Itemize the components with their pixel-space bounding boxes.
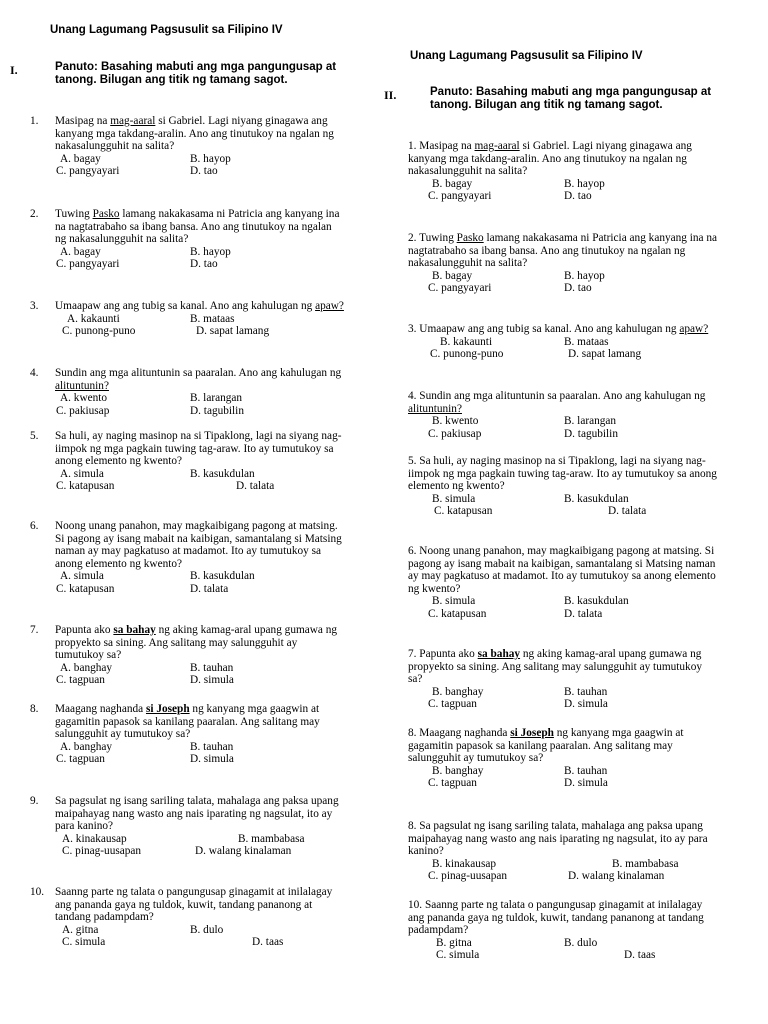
- answer-option[interactable]: A. simula: [60, 570, 104, 582]
- question-text: [408, 820, 718, 858]
- answer-option[interactable]: D. sapat lamang: [568, 348, 642, 360]
- answer-option[interactable]: A. simula: [60, 467, 104, 480]
- question-item: [408, 899, 718, 963]
- question-text: [55, 367, 345, 392]
- answer-option[interactable]: D. taas: [252, 936, 284, 948]
- answer-option[interactable]: D. talata: [608, 505, 647, 517]
- answer-option[interactable]: B. banghay: [432, 685, 484, 698]
- answer-options: [408, 178, 718, 204]
- answer-option[interactable]: A. kakaunti: [67, 312, 120, 325]
- answer-option[interactable]: C. katapusan: [428, 607, 487, 620]
- question-number: 1.: [408, 140, 420, 152]
- underlined-word: alituntunin?: [55, 379, 109, 392]
- answer-options: [55, 924, 345, 950]
- question-text: [408, 390, 718, 415]
- question-text-part: ng kanyang mga gaagwin at gagamitin papasok sa kanilang paaralan. Ang salitang may salungguhit ay tumutukoy sa?: [55, 703, 320, 740]
- question-text: [408, 140, 718, 178]
- section-instruction: Panuto: Basahing mabuti ang mga pangungusap at tanong. Bilugan ang titik ng tamang sagot.: [430, 86, 712, 111]
- answer-option[interactable]: B. hayop: [190, 245, 231, 258]
- answer-option[interactable]: D. simula: [190, 674, 234, 686]
- answer-option[interactable]: B. dulo: [190, 923, 224, 936]
- question-number: 1.: [30, 115, 39, 127]
- question-number: 8.: [408, 727, 420, 739]
- question-text-part: Sa pagsulat ng isang sariling talata, mahalaga ang paksa upang maipahayag nang wasto ang nais iparating ng nagsulat, ito ay para kanino?: [408, 820, 708, 857]
- answer-option[interactable]: D. tagubilin: [564, 427, 618, 440]
- question-number: 9.: [30, 795, 39, 807]
- answer-option[interactable]: D. simula: [564, 777, 608, 789]
- question-text: [408, 727, 718, 765]
- underlined-word: mag-aaral: [474, 140, 520, 152]
- answer-option[interactable]: C. simula: [436, 949, 480, 961]
- question-text-part: Umaapaw ang ang tubig sa kanal. Ano ang kahulugan ng: [419, 323, 680, 335]
- answer-option[interactable]: B. kinakausap: [432, 857, 497, 870]
- question-item: [408, 648, 718, 712]
- answer-option[interactable]: C. punong-puno: [62, 325, 136, 337]
- question-text-part: ng aking kamag-aral upang gumawa ng propyekto sa sining. Ang salitang may salungguhit ay tumutukoy sa?: [408, 648, 703, 685]
- answer-option[interactable]: C. simula: [62, 936, 106, 948]
- answer-options: [55, 833, 345, 859]
- underlined-word: Pasko: [92, 208, 120, 220]
- answer-option[interactable]: C. katapusan: [56, 582, 115, 595]
- question-text-part: Masipag na: [55, 115, 111, 127]
- question-text: [55, 703, 345, 741]
- answer-options: [408, 270, 718, 296]
- question-text-part: Sa huli, ay naging masinop na si Tipaklong, lagi na siyang nag-iimpok ng mga pagkain tuwing tag-araw. Ito ay tumutukoy sa anong elemento ng kwento?: [55, 430, 342, 467]
- answer-option[interactable]: D. walang kinalaman: [195, 845, 292, 857]
- answer-options: [55, 392, 345, 418]
- question-text-part: Saanng parte ng talata o pangungusap ginagamit at inilalagay ang pananda gaya ng tuldok, kuwit, tandang pananong at tandang padampdam?: [55, 886, 333, 923]
- question-item: [408, 390, 718, 441]
- answer-option[interactable]: C. tagpuan: [428, 698, 477, 710]
- question-text-part: si Gabriel. Lagi niyang ginagawa ang kanyang mga takdang-aralin. Ano ang tinutukoy na ngalan ng nakasalungguhit na salita?: [55, 115, 334, 152]
- answer-option[interactable]: D. sapat lamang: [196, 325, 270, 337]
- answer-options: [55, 468, 345, 494]
- answer-options: [408, 858, 718, 884]
- underlined-word: alituntunin?: [408, 402, 462, 415]
- answer-option[interactable]: B. gitna: [436, 936, 472, 949]
- question-number: 5.: [408, 455, 420, 467]
- question-number: 4.: [30, 367, 39, 379]
- question-number: 10.: [30, 886, 45, 898]
- answer-option[interactable]: B. tauhan: [190, 661, 234, 674]
- answer-option[interactable]: D. talata: [236, 480, 275, 492]
- answer-options: [55, 313, 345, 339]
- answer-option[interactable]: B. tauhan: [190, 740, 234, 753]
- answer-options: [408, 493, 718, 519]
- question-text: [55, 208, 345, 246]
- question-item: [30, 624, 345, 688]
- question-item: [30, 703, 345, 767]
- answer-option[interactable]: D. tao: [190, 165, 218, 177]
- answer-option[interactable]: C. punong-puno: [430, 348, 504, 360]
- underlined-word: apaw?: [315, 300, 344, 312]
- answer-option[interactable]: C. tagpuan: [56, 753, 105, 765]
- answer-option[interactable]: B. hayop: [564, 269, 605, 282]
- question-text: [55, 430, 345, 468]
- answer-option[interactable]: B. bagay: [432, 177, 473, 190]
- test-title: Unang Lagumang Pagsusulit sa Filipino IV: [50, 24, 283, 36]
- question-text-part: lamang nakakasama ni Patricia ang kanyang ina na nagtatrabaho sa ibang bansa. Ano ang tinutukoy na ngalan ng nakasalungguhit na salita?: [408, 232, 718, 269]
- answer-option[interactable]: C. pangyayari: [56, 258, 120, 270]
- answer-option[interactable]: B. tauhan: [564, 764, 608, 777]
- answer-option[interactable]: D. simula: [564, 698, 608, 710]
- answer-option[interactable]: B. hayop: [564, 177, 605, 190]
- question-text-part: lamang nakakasama ni Patricia ang kanyang ina na nagtatrabaho sa ibang bansa. Ano ang tinutukoy na ngalan ng nakasalungguhit na salita?: [55, 208, 340, 245]
- question-text-part: Sa pagsulat ng isang sariling talata, mahalaga ang paksa upang maipahayag nang wasto ang nais iparating ng nagsulat, ito ay para kanino?: [55, 795, 339, 832]
- answer-option[interactable]: C. katapusan: [434, 505, 493, 517]
- answer-option[interactable]: B. kakaunti: [440, 335, 493, 348]
- question-item: [30, 430, 345, 494]
- question-text-part: Saanng parte ng talata o pangungusap ginagamit at inilalagay ang pananda gaya ng tuldok, kuwit, tandang pananong at tandang padampdam?: [408, 899, 704, 936]
- question-text: [55, 115, 345, 153]
- question-number: 2.: [30, 208, 39, 220]
- answer-option[interactable]: C. pinag-uusapan: [428, 870, 508, 882]
- question-text-part: Tuwing: [419, 232, 457, 244]
- answer-option[interactable]: B. kwento: [432, 415, 479, 427]
- answer-options: [55, 153, 345, 179]
- question-item: [408, 727, 718, 791]
- question-text: [408, 648, 718, 686]
- answer-options: [408, 415, 718, 441]
- answer-option[interactable]: B. tauhan: [564, 685, 608, 698]
- answer-option[interactable]: B. kasukdulan: [190, 570, 255, 582]
- question-text-part: Sundin ang mga alituntunin sa paaralan. Ano ang kahulugan ng: [55, 367, 342, 379]
- question-text-part: Umaapaw ang ang tubig sa kanal. Ano ang kahulugan ng: [55, 300, 316, 312]
- section-numeral: II.: [384, 88, 397, 102]
- question-text-part: Tuwing: [55, 208, 93, 220]
- question-text: [408, 899, 718, 937]
- section-instruction: Panuto: Basahing mabuti ang mga pangungusap at tanong. Bilugan ang titik ng tamang sagot.: [55, 61, 337, 86]
- answer-option[interactable]: A. banghay: [60, 661, 113, 674]
- question-text: [55, 520, 345, 570]
- question-number: 5.: [30, 430, 39, 442]
- answer-options: [408, 336, 718, 362]
- question-number: 6.: [408, 545, 420, 557]
- answer-option[interactable]: D. walang kinalaman: [568, 870, 665, 882]
- answer-option[interactable]: B. mataas: [190, 312, 235, 325]
- question-item: [30, 520, 345, 596]
- question-text-part: si Gabriel. Lagi niyang ginagawa ang kanyang mga takdang-aralin. Ano ang tinutukoy na ngalan ng nakasalungguhit na salita?: [408, 140, 692, 177]
- answer-option[interactable]: A. bagay: [60, 152, 101, 165]
- question-item: [30, 300, 345, 339]
- test-title: Unang Lagumang Pagsusulit sa Filipino IV: [410, 50, 643, 62]
- answer-option[interactable]: A. kinakausap: [62, 832, 127, 845]
- answer-option[interactable]: C. tagpuan: [428, 777, 477, 789]
- question-text: [55, 795, 345, 833]
- answer-option[interactable]: B. simula: [432, 492, 476, 505]
- question-text-part: ng kanyang mga gaagwin at gagamitin papasok sa kanilang paaralan. Ang salitang may salungguhit ay tumutukoy sa?: [408, 727, 684, 764]
- answer-options: [408, 686, 718, 712]
- answer-option[interactable]: C. katapusan: [56, 480, 115, 492]
- answer-option[interactable]: A. banghay: [60, 740, 113, 753]
- answer-option[interactable]: C. pakiusap: [428, 427, 482, 440]
- answer-options: [408, 765, 718, 791]
- answer-options: [55, 570, 345, 596]
- question-text: [408, 545, 718, 595]
- answer-option[interactable]: C. pangyayari: [428, 190, 492, 202]
- answer-option[interactable]: D. tagubilin: [190, 404, 244, 417]
- answer-option[interactable]: B. larangan: [564, 415, 617, 427]
- answer-option[interactable]: C. pangyayari: [428, 282, 492, 294]
- question-item: [30, 115, 345, 179]
- answer-option[interactable]: B. kasukdulan: [564, 492, 629, 505]
- question-text-part: Masipag na: [419, 140, 475, 152]
- question-number: 7.: [30, 624, 39, 636]
- question-text-part: Maagang naghanda: [419, 727, 511, 739]
- answer-option[interactable]: B. larangan: [190, 392, 243, 404]
- underlined-word: apaw?: [679, 323, 709, 335]
- question-text-part: Sa huli, ay naging masinop na si Tipaklong, lagi na siyang nag-iimpok ng mga pagkain tuwing tag-araw. Ito ay tumutukoy sa anong elemento ng kwento?: [408, 455, 717, 492]
- underlined-word: mag-aaral: [110, 115, 156, 127]
- answer-option[interactable]: C. pangyayari: [56, 165, 120, 177]
- answer-option[interactable]: B. bagay: [432, 269, 473, 282]
- answer-option[interactable]: C. pinag-uusapan: [62, 845, 142, 857]
- question-number: 7.: [408, 648, 420, 660]
- answer-option[interactable]: D. tao: [564, 190, 592, 202]
- question-text-part: Sundin ang mga alituntunin sa paaralan. Ano ang kahulugan ng: [419, 390, 706, 402]
- question-text-part: ng aking kamag-aral upang gumawa ng propyekto sa sining. Ang salitang may salungguhit ay tumutukoy sa?: [55, 624, 338, 661]
- answer-option[interactable]: B. hayop: [190, 152, 231, 165]
- question-text-part: Papunta ako: [419, 648, 478, 660]
- answer-options: [55, 662, 345, 688]
- question-item: [30, 367, 345, 418]
- answer-option[interactable]: C. pakiusap: [56, 404, 110, 417]
- question-text-part: Noong unang panahon, may magkaibigang pagong at matsing. Si pagong ay isang mabait na kaibigan, samantalang si Matsing naman ay may pagkatuso at madamot. Ito ay tumutukoy sa anong elemento ng kwento?: [408, 545, 716, 595]
- question-text-part: Noong unang panahon, may magkaibigang pagong at matsing. Si pagong ay isang mabait na kaibigan, samantalang si Matsing naman ay may pagkatuso at madamot. Ito ay tumutukoy sa anong elemento ng kwento?: [55, 520, 342, 570]
- question-item: [30, 208, 345, 272]
- question-text: [55, 300, 345, 313]
- answer-option[interactable]: B. kasukdulan: [564, 595, 629, 607]
- underlined-word: si Joseph: [145, 703, 190, 715]
- answer-option[interactable]: D. tao: [564, 282, 592, 294]
- answer-option[interactable]: B. mataas: [564, 335, 609, 348]
- answer-option[interactable]: A. gitna: [62, 923, 99, 936]
- answer-option[interactable]: B. kasukdulan: [190, 467, 255, 480]
- answer-option[interactable]: D. tao: [190, 258, 218, 270]
- answer-option[interactable]: B. dulo: [564, 936, 598, 949]
- answer-options: [408, 595, 718, 621]
- question-number: 2.: [408, 232, 420, 244]
- answer-option[interactable]: C. tagpuan: [56, 674, 105, 686]
- question-text: [408, 232, 718, 270]
- question-number: 3.: [30, 300, 39, 312]
- question-number: 8.: [30, 703, 39, 715]
- answer-option[interactable]: D. simula: [190, 753, 234, 765]
- question-text: [55, 886, 345, 924]
- question-number: 8.: [408, 820, 420, 832]
- question-item: [30, 795, 345, 859]
- question-item: [408, 323, 718, 362]
- question-item: [408, 820, 718, 884]
- answer-option[interactable]: B. mambabasa: [612, 857, 679, 870]
- question-text: [408, 455, 718, 493]
- answer-options: [55, 246, 345, 272]
- answer-options: [408, 937, 718, 963]
- answer-option[interactable]: B. simula: [432, 595, 476, 607]
- question-item: [408, 545, 718, 621]
- question-item: [408, 140, 718, 204]
- question-number: 6.: [30, 520, 39, 532]
- underlined-word: si Joseph: [510, 727, 554, 739]
- question-number: 10.: [408, 899, 425, 911]
- answer-option[interactable]: A. kwento: [60, 392, 108, 404]
- answer-option[interactable]: B. banghay: [432, 764, 484, 777]
- question-text-part: Papunta ako: [55, 624, 114, 636]
- question-number: 4.: [408, 390, 420, 402]
- answer-option[interactable]: B. mambabasa: [238, 832, 305, 845]
- answer-option[interactable]: D. talata: [190, 582, 229, 595]
- answer-option[interactable]: A. bagay: [60, 245, 101, 258]
- underlined-word: Pasko: [456, 232, 484, 244]
- question-text: [55, 624, 345, 662]
- answer-options: [55, 741, 345, 767]
- section-numeral: I.: [10, 63, 18, 77]
- question-text: [408, 323, 718, 336]
- question-item: [408, 455, 718, 519]
- answer-option[interactable]: D. taas: [624, 949, 656, 961]
- question-item: [408, 232, 718, 296]
- answer-option[interactable]: D. talata: [564, 607, 603, 620]
- question-text-part: Maagang naghanda: [55, 703, 146, 715]
- question-number: 3.: [408, 323, 420, 335]
- question-item: [30, 886, 345, 950]
- underlined-word: sa bahay: [477, 648, 521, 660]
- underlined-word: sa bahay: [113, 624, 156, 636]
